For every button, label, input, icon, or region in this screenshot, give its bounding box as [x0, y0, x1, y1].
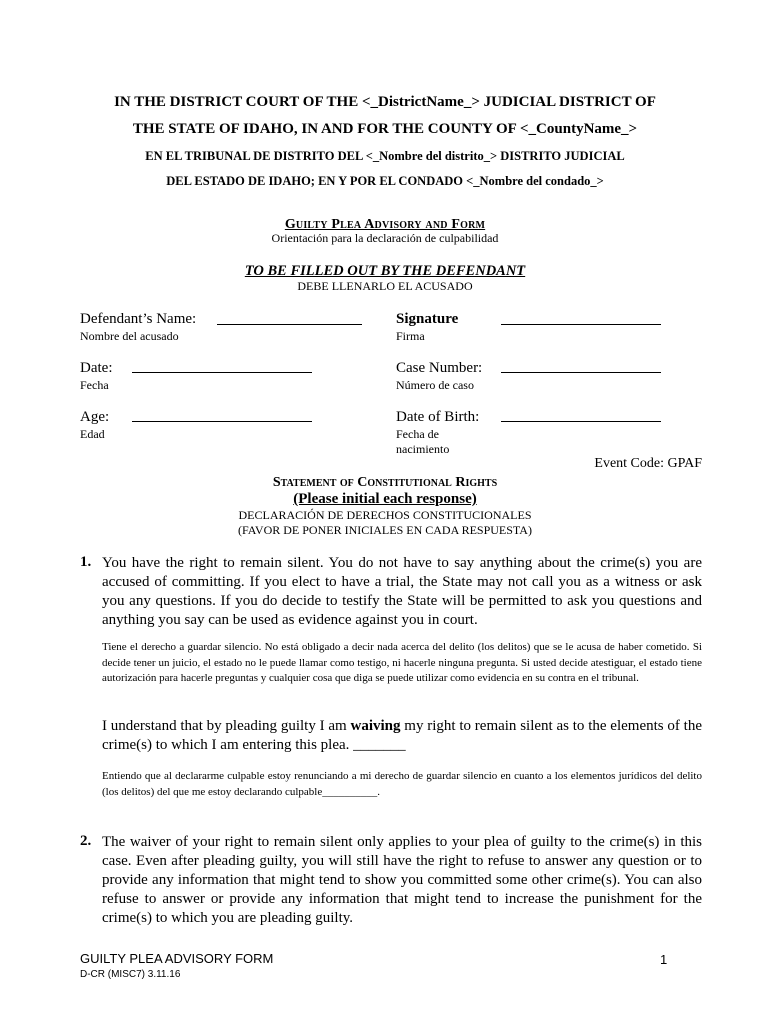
footer-form-name: GUILTY PLEA ADVISORY FORM [80, 951, 274, 966]
page-number: 1 [660, 952, 668, 967]
footer-form-code: D-CR (MISC7) 3.11.16 [80, 969, 181, 980]
fill-note-subtitle: DEBE LLENARLO EL ACUSADO [297, 279, 473, 293]
item-2-number: 2. [80, 833, 92, 849]
form-subtitle: Orientación para la declaración de culpabilidad [271, 231, 499, 245]
court-header-line-1: IN THE DISTRICT COURT OF THE <_DistrictName_> JUDICIAL DISTRICT OF [114, 94, 656, 110]
item-1-spanish: Tiene el derecho a guardar silencio. No está obligado a decir nada acerca del delito (los delitos) que se le acusa de haber cometido. Si decide tener un juicio, el estado no le puede llamar como testigo, ni hacerle ninguna pregunta. Si usted decide atestiguar, el estado tiene autorización para hacerle preguntas y cualquier cosa que diga se puede utilizar como evidencia en su contra en el tribunal. [102, 641, 702, 685]
age-field[interactable] [132, 421, 312, 422]
item-2-english: The waiver of your right to remain silent only applies to your plea of guilty to the crime(s) in this case. Even after pleading guilty, you will still have the right to refuse to answer any question or to provide any information that might tend to show you committed some other crime(s). You can also refuse to answer or provide any information that might tend to increase the punishment for the crime(s) to which you are pleading guilty. [102, 834, 702, 926]
item-1-acknowledgement-spanish: Entiendo que al declararme culpable estoy renunciando a mi derecho de guardar silencio en cuanto a los elementos jurídicos del delito (los delitos) del que me estoy declarando culpable__________. [102, 770, 702, 798]
date-field[interactable] [132, 372, 312, 373]
age-translation: Edad [80, 427, 105, 441]
ack-text-end: my right to remain silent as to the elements of the crime(s) to which I am entering this plea. _______ [102, 718, 702, 753]
court-header-line-2: THE STATE OF IDAHO, IN AND FOR THE COUNTY OF <_CountyName_> [132, 121, 638, 137]
ack-waiving: waiving [350, 718, 401, 734]
fill-note-title: TO BE FILLED OUT BY THE DEFENDANT [244, 263, 526, 279]
rights-spanish-instruction: (FAVOR DE PONER INICIALES EN CADA RESPUESTA) [238, 523, 532, 537]
item-1-english: You have the right to remain silent. You do not have to say anything about the crime(s) you are accused of committing. If you elect to have a trial, the State may not call you as a witness or ask you any questions. If you do decide to testify the State will be permitted to ask you questions and anything you say can be used as evidence against you in court. [102, 555, 702, 628]
rights-title: Statement of Constitutional Rights [272, 475, 498, 490]
rights-spanish-title: DECLARACIÓN DE DERECHOS CONSTITUCIONALES [238, 508, 532, 522]
case-number-field[interactable] [501, 372, 661, 373]
item-1-number: 1. [80, 554, 92, 570]
date-translation: Fecha [80, 378, 109, 392]
form-title: Guilty Plea Advisory and Form [284, 217, 486, 232]
defendant-name-field[interactable] [217, 324, 362, 325]
case-number-translation: Número de caso [396, 378, 474, 392]
court-header-spanish-line-1: EN EL TRIBUNAL DE DISTRITO DEL <_Nombre del distrito_> DISTRITO JUDICIAL [145, 149, 625, 163]
signature-label: Signature [396, 311, 459, 327]
date-of-birth-translation-line-1: Fecha de [396, 427, 439, 441]
date-of-birth-translation-line-2: nacimiento [396, 442, 450, 456]
item-1-acknowledgement [102, 717, 702, 755]
event-code: Event Code: GPAF [594, 456, 702, 471]
date-of-birth-label: Date of Birth: [396, 409, 480, 425]
defendant-name-label: Defendant’s Name: [80, 311, 197, 327]
signature-field[interactable] [501, 324, 661, 325]
date-of-birth-field[interactable] [501, 421, 661, 422]
case-number-label: Case Number: [396, 360, 483, 376]
age-label: Age: [80, 409, 110, 425]
date-label: Date: [80, 360, 113, 376]
signature-translation: Firma [396, 329, 425, 343]
court-header-spanish-line-2: DEL ESTADO DE IDAHO; EN Y POR EL CONDADO <_Nombre del condado_> [166, 174, 604, 188]
rights-instruction: (Please initial each response) [293, 491, 477, 507]
defendant-name-translation: Nombre del acusado [80, 329, 179, 343]
ack-text-start: I understand that by pleading guilty I am [102, 718, 351, 734]
